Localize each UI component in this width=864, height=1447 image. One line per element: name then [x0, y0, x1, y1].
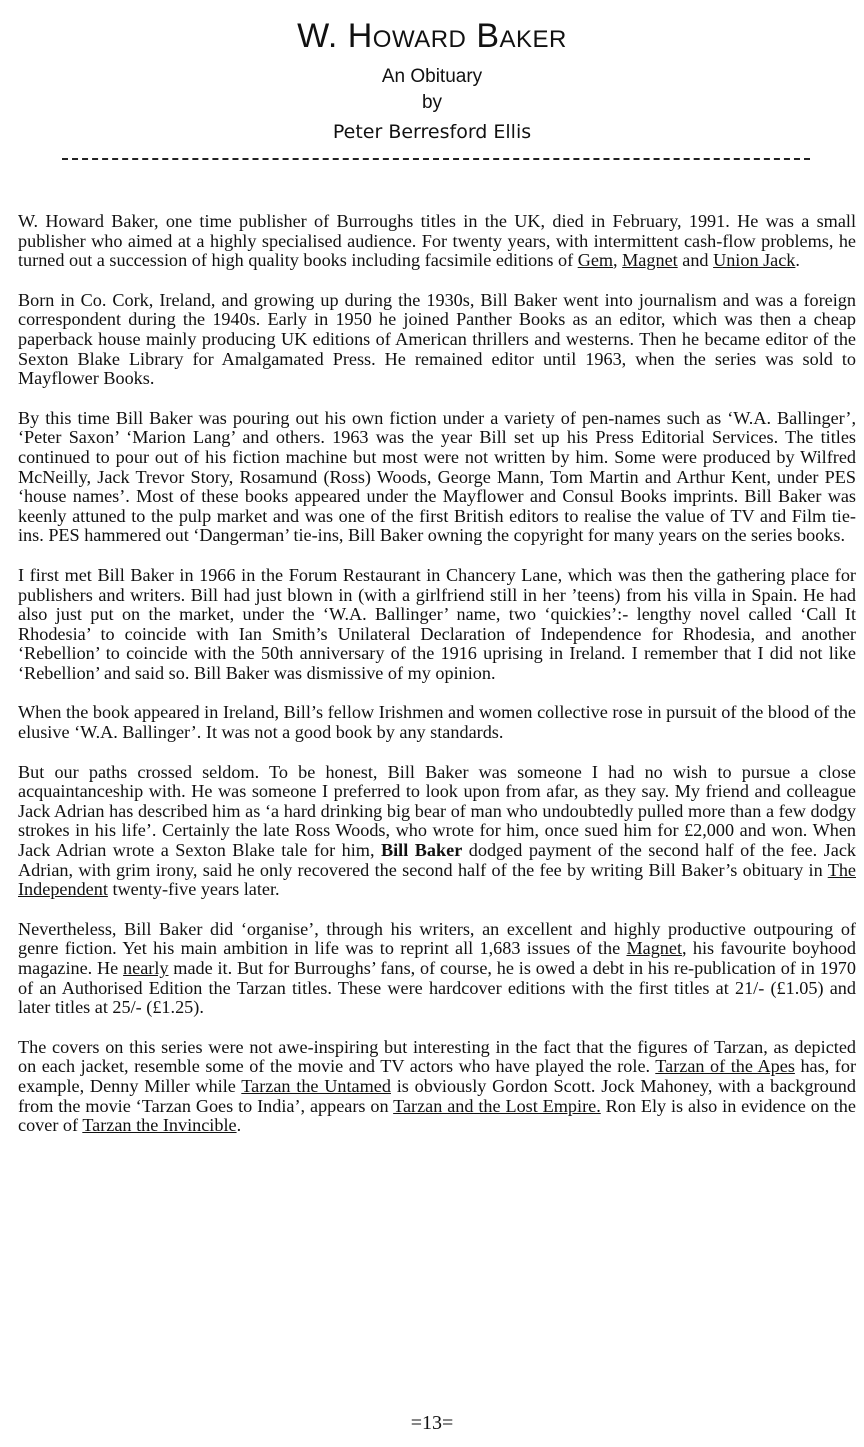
article-subtitle: An Obituary — [381, 66, 483, 87]
paragraph-7 — [18, 920, 856, 1018]
page-number: =13= — [410, 1412, 454, 1434]
title-magnet-2: Magnet — [626, 938, 683, 959]
paragraph-2: Born in Co. Cork, Ireland, and growing up during the 1930s, Bill Baker went into journalism and was a foreign correspondent during the 1940s. Early in 1950 he joined Panther Books as an editor, which was then a cheap paperback house mainly producing UK editions of American thrillers and westerns. Then he became editor of the Sexton Blake Library for Amalgamated Press. He remained editor until 1963, when the series was sold to Mayflower Books. — [18, 289, 856, 389]
p8-text-c: is obviously Gordon Scott. Jock Mahoney, with a background from the movie ‘Tarzan Goes to India’, appears on — [18, 1075, 856, 1116]
title-magnet: Magnet — [622, 250, 678, 271]
title-tarzan-lost-empire: Tarzan and the Lost Empire. — [393, 1095, 601, 1116]
author-name: Peter Berresford Ellis — [332, 121, 532, 143]
p1-sep-2: and — [677, 250, 714, 271]
paragraph-6 — [18, 763, 856, 900]
paragraph-8 — [18, 1038, 856, 1136]
article-header — [0, 14, 864, 146]
title-independent: Independent — [18, 879, 108, 900]
article-body — [18, 212, 856, 1156]
title-tarzan-the-invincible: Tarzan the Invincible — [82, 1115, 237, 1136]
paragraph-3: By this time Bill Baker was pouring out his own fiction under a variety of pen-names such as ‘W.A. Ballinger’, ‘Peter Saxon’ ‘Marion Lang’ and others. 1963 was the year Bill set up his Press Editorial Services. The titles continued to pour out of his fiction machine but most were not written by him. Some were produced by Wilfred McNeilly, Jack Trevor Story, Rosamund (Ross) Woods, George Mann, Tom Martin and Arthur Kent, under PES ‘house names’. Most of these books appeared under the Mayflower and Consul Books imprints. Bill Baker was keenly attuned to the pulp market and was one of the first British editors to realise the value of TV and Film tie-ins. PES hammered out ‘Dangerman’ tie-ins, Bill Baker owning the copyright for many years on the series books. — [18, 407, 856, 546]
paragraph-1 — [18, 212, 856, 271]
p1-text-a: W. Howard Baker, one time publisher of Burroughs titles in the UK, died in February, 1991. He was a small publisher who aimed at a highly specialised audience. For twenty years, with intermittent cash-flow problems, he turned out a succession of high quality books including facsimile editions of — [18, 211, 856, 271]
p8-text-b: has, for example, Denny Miller while — [18, 1056, 857, 1096]
p8-text-e: . — [236, 1115, 242, 1136]
title-tarzan-the-untamed: Tarzan the Untamed — [241, 1075, 391, 1096]
p7-text-c: made it. But for Burroughs’ fans, of course, he is owed a debt in his re-publication of in 1970 of an Authorised Edition the Tarzan titles. These were hardcover editions with the first titles at 21/- (£1.05) and later titles at 25/- (£1.25). — [18, 958, 856, 1018]
p1-sep-1: , — [613, 250, 623, 271]
dashed-divider — [62, 158, 810, 160]
p6-text-b: dodged payment of the second half of the fee. Jack Adrian, with grim irony, said he only recovered the second half of the fee by writing Bill Baker’s obituary in — [18, 840, 856, 880]
page-title: W. Howard Baker — [297, 17, 567, 55]
p8-text-d: Ron Ely is also in evidence on the cover of — [18, 1095, 856, 1136]
title-union-jack: Union Jack — [713, 250, 796, 271]
p6-bold-name: Bill Baker — [381, 840, 463, 861]
title-the: The — [827, 859, 856, 880]
p7-text-a: Nevertheless, Bill Baker did ‘organise’, through his writers, an excellent and highly productive outpouring of genre fiction. Yet his main ambition in life was to reprint all 1,683 issues of the — [18, 918, 856, 959]
paragraph-4: I first met Bill Baker in 1966 in the Forum Restaurant in Chancery Lane, which was then the gathering place for publishers and writers. Bill had just blown in (with a girlfriend still in her ’teens) from his villa in Spain. He had also just put on the market, under the ‘W.A. Ballinger’ name, two ‘quickies’:- lengthy novel called ‘Call It Rhodesia’ to coincide with Ian Smith’s Unilateral Declaration of Independence for Rhodesia, and another ‘Rebellion’ to coincide with the 50th anniversary of the 1916 uprising in Ireland. I remember that I did not like ‘Rebellion’ and said so. Bill Baker was dismissive of my opinion. — [18, 564, 856, 683]
p7-text-b: , his favourite boyhood magazine. He — [18, 938, 856, 978]
p6-text-a: But our paths crossed seldom. To be honest, Bill Baker was someone I had no wish to pursue a close acquaintanceship with. He was someone I preferred to look upon from afar, as they say. My friend and colleague Jack Adrian has described him as ‘a hard drinking big bear of man who undoubtedly pulled more than a few dodgy strokes in his life’. Certainly the late Ross Woods, who wrote for him, once sued him for £2,000 and won. When Jack Adrian wrote a Sexton Blake tale for him, — [18, 761, 856, 861]
title-tarzan-of-the-apes: Tarzan of the Apes — [655, 1056, 795, 1077]
byline-by: by — [421, 92, 443, 113]
p1-end: . — [795, 250, 800, 271]
p6-text-c: twenty-five years later. — [107, 879, 280, 900]
paragraph-5: When the book appeared in Ireland, Bill’s fellow Irishmen and women collective rose in pursuit of the blood of the elusive ‘W.A. Ballinger’. It was not a good book by any standards. — [18, 702, 856, 743]
title-gem: Gem — [577, 250, 614, 271]
p8-text-a: The covers on this series were not awe-inspiring but interesting in the fact that the figures of Tarzan, as depicted on each jacket, resemble some of the movie and TV actors who have played the role. — [18, 1036, 856, 1077]
word-nearly: nearly — [123, 958, 169, 978]
